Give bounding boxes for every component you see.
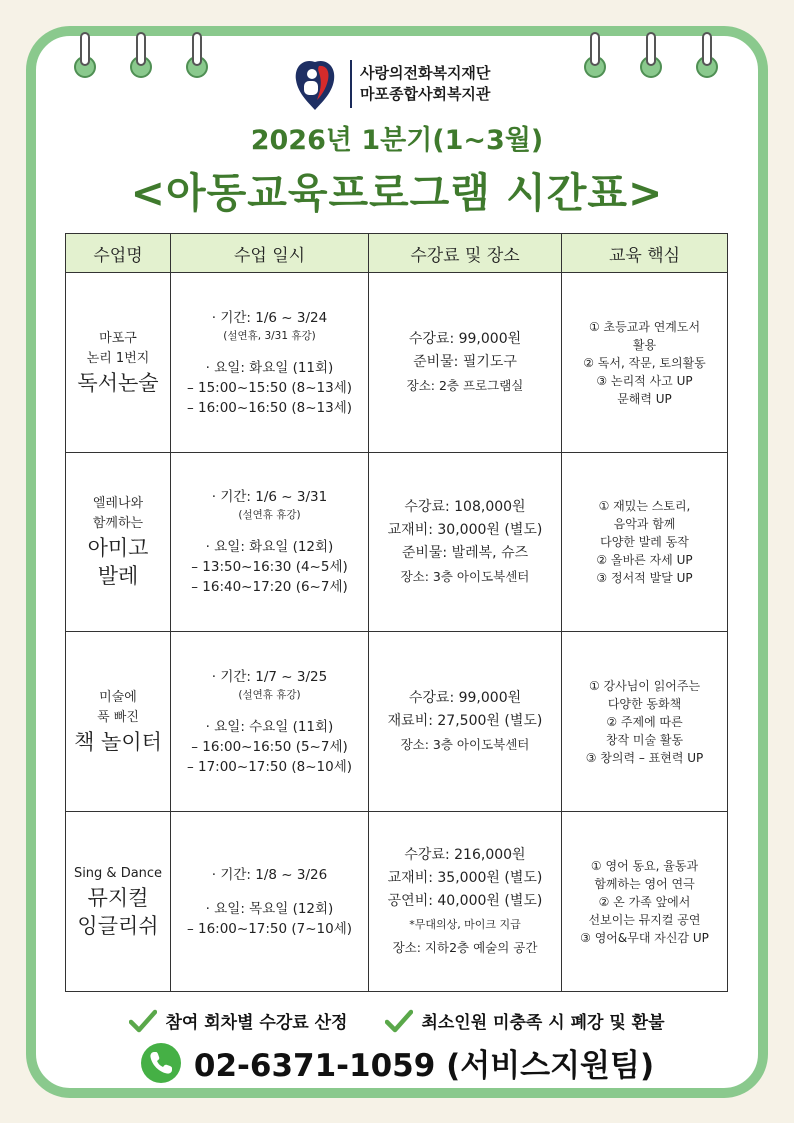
fee-line: 수강료: 108,000원 [404,499,526,515]
core-line: ① 강사님이 읽어주는 [588,678,701,693]
class-name-small: 마포구 [99,330,137,346]
table-row [66,273,728,453]
fee-cell [369,453,562,632]
class-name-small: 푹 빠진 [97,709,139,725]
day-text: · 요일: 화요일 (12회) [205,539,334,555]
fee-cell [369,273,562,453]
binder-ring [640,32,662,80]
core-cell [562,273,728,453]
time-slot: – 16:00~17:50 (7~10세) [186,920,353,937]
day-text: · 요일: 목요일 (12회) [205,900,334,917]
fee-line: 수강료: 99,000원 [408,690,522,706]
fee-line: 준비물: 필기도구 [413,354,517,370]
core-line: ② 온 가족 앞에서 [598,894,691,909]
binder-ring [74,32,96,80]
core-line: ① 영어 동요, 율동과 [590,858,699,873]
place-text: 장소: 2층 프로그램실 [406,378,524,393]
core-cell [562,812,728,992]
time-slot: – 17:00~17:50 (8~10세) [186,758,353,775]
period-note: (설연휴, 3/31 휴강) [223,329,316,342]
checkmark-icon [129,1009,157,1033]
core-line: 다양한 동화책 [607,696,682,711]
phone-heart-logo-icon [290,54,340,114]
org-name-line2: 마포종합사회복지관 [360,85,491,103]
notice-item [129,1008,347,1033]
core-line: ② 올바른 자세 UP [596,553,693,567]
class-name: 책 놀이터 [74,729,162,754]
core-line: ① 초등교과 연계도서 [588,319,701,334]
class-name-small: 미술에 [99,689,137,705]
core-cell [562,453,728,632]
class-name: 잉글리쉬 [77,913,159,938]
page-title: <아동교육프로그램 시간표> [130,169,664,217]
period-note: (설연휴 휴강) [238,688,301,701]
notice-text: 참여 회차별 수강료 산정 [165,1013,348,1033]
notice-text: 최소인원 미충족 시 폐강 및 환불 [421,1013,665,1033]
fee-cell [369,812,562,992]
core-line: 다양한 발레 동작 [600,535,689,549]
time-slot: – 13:50~16:30 (4~5세) [191,559,348,575]
core-line: ② 독서, 작문, 토의활동 [583,355,706,370]
fee-line: 준비물: 발레복, 슈즈 [401,545,529,561]
notices [0,1008,794,1033]
class-name-small: 엘레나와 [92,496,144,511]
period-text: · 기간: 1/6 ~ 3/24 [211,309,328,326]
fee-line: 수강료: 216,000원 [404,847,526,863]
core-cell [562,632,728,812]
core-line: 활용 [632,337,657,352]
core-line: 선보이는 뮤지컬 공연 [588,912,701,927]
logo-divider [350,60,352,108]
core-line: ② 주제에 따른 [606,714,683,729]
notice-item [385,1008,664,1033]
checkmark-icon [385,1009,413,1033]
core-line: ③ 정서적 발달 UP [596,571,693,585]
binder-ring [186,32,208,80]
period-note: (설연휴 휴강) [238,509,301,521]
org-logo [290,54,490,114]
place-text: 장소: 3층 아이도북센터 [400,569,530,584]
column-header: 수업명 [66,234,171,273]
schedule-cell [171,632,369,812]
day-text: · 요일: 수요일 (11회) [205,718,334,735]
fee-note: *무대의상, 마이크 지급 [409,918,521,931]
phone-number[interactable]: 02-6371-1059 (서비스지원팀) [193,1048,655,1084]
period-text: · 기간: 1/8 ~ 3/26 [211,866,328,883]
table-header-row [66,234,728,273]
class-name: 발레 [97,564,139,588]
class-name-cell [66,632,171,812]
column-header: 교육 핵심 [562,234,728,273]
period-text: · 기간: 1/6 ~ 3/31 [211,489,328,505]
binder-ring [130,32,152,80]
column-header: 수강료 및 장소 [369,234,562,273]
core-line: ③ 영어&무대 자신감 UP [580,930,709,945]
fee-line: 교재비: 30,000원 (별도) [387,522,543,538]
time-slot: – 16:40~17:20 (6~7세) [191,579,348,595]
fee-line: 공연비: 40,000원 (별도) [387,893,543,909]
class-name-cell [66,453,171,632]
core-line: ③ 창의력 – 표현력 UP [585,750,704,765]
table-row [66,453,728,632]
class-name-small: 함께하는 [92,516,144,531]
class-name-cell [66,812,171,992]
schedule-table [65,233,728,992]
class-name-cell [66,273,171,453]
class-name-small: Sing & Dance [73,865,163,881]
class-name-small: 논리 1번지 [86,350,150,366]
period-text: · 기간: 1/7 ~ 3/25 [211,668,328,685]
core-line: 음악과 함께 [613,517,676,531]
day-text: · 요일: 화요일 (11회) [205,359,334,376]
binder-ring [696,32,718,80]
page-subtitle: 2026년 1분기(1~3월) [250,125,544,156]
place-text: 장소: 3층 아이도북센터 [400,737,530,752]
class-name: 독서논술 [77,370,159,395]
table-row [66,812,728,992]
time-slot: – 16:00~16:50 (8~13세) [186,399,353,416]
core-line: ① 재밌는 스토리, [598,499,691,513]
class-name: 뮤지컬 [87,885,149,910]
fee-line: 재료비: 27,500원 (별도) [387,713,543,729]
schedule-cell [171,273,369,453]
core-line: ③ 논리적 사고 UP [596,373,693,388]
table-row [66,632,728,812]
core-line: 창작 미술 활동 [605,732,684,747]
schedule-cell [171,453,369,632]
org-name [360,63,490,105]
time-slot: – 16:00~16:50 (5~7세) [191,738,348,755]
core-line: 문해력 UP [617,391,672,406]
phone-icon [140,1042,182,1084]
fee-cell [369,632,562,812]
class-name: 아미고 [87,536,149,560]
core-line: 함께하는 영어 연극 [594,876,695,891]
schedule-cell [171,812,369,992]
time-slot: – 15:00~15:50 (8~13세) [186,379,353,396]
fee-line: 수강료: 99,000원 [408,331,522,347]
contact-line [0,1040,794,1085]
org-name-line1: 사랑의전화복지재단 [360,64,491,82]
column-header: 수업 일시 [171,234,369,273]
fee-line: 교재비: 35,000원 (별도) [387,870,543,886]
place-text: 장소: 지하2층 예술의 공간 [392,940,538,955]
binder-ring [584,32,606,80]
